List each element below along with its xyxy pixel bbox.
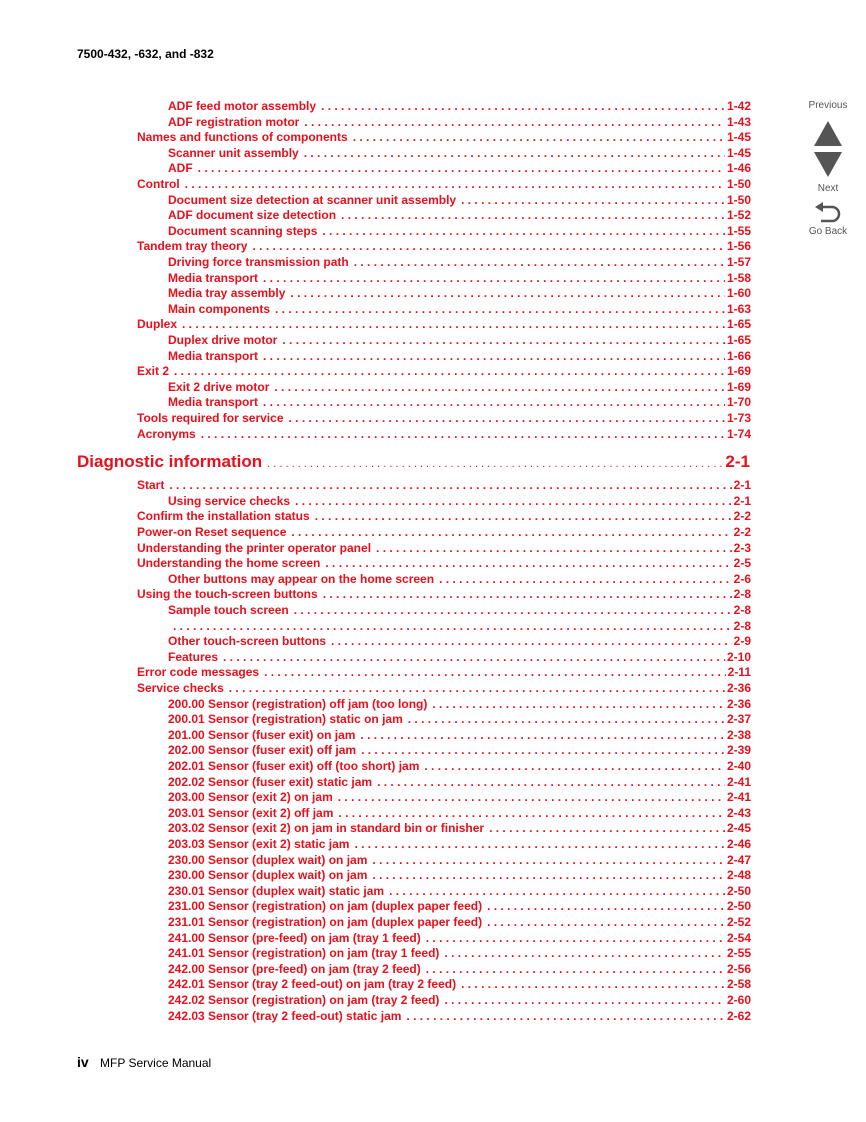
- toc-entry-title: 200.00 Sensor (registration) off jam (too long): [168, 696, 428, 711]
- toc-entry[interactable]: [168, 494, 751, 509]
- toc-leader-dots: [426, 962, 725, 977]
- toc-entry[interactable]: [137, 681, 751, 696]
- toc-entry-page: 1-56: [726, 239, 751, 254]
- toc-entry-page: 2-50: [726, 883, 751, 898]
- toc-entry-title: Document size detection at scanner unit assembly: [168, 192, 457, 207]
- toc-leader-dots: [331, 634, 732, 649]
- toc-entry-page: 1-58: [726, 270, 751, 285]
- toc-entry-title: Diagnostic information: [77, 452, 263, 472]
- toc-entry-title: 203.03 Sensor (exit 2) static jam: [168, 837, 350, 851]
- toc-leader-dots: [424, 759, 725, 774]
- toc-entry-page: 2-6: [733, 571, 751, 586]
- toc-entry[interactable]: [168, 821, 751, 836]
- toc-chapter-entry[interactable]: [77, 452, 750, 472]
- toc-entry[interactable]: [168, 946, 751, 961]
- toc-entry-title: 202.00 Sensor (fuser exit) off jam: [168, 743, 357, 758]
- toc-entry[interactable]: [137, 665, 751, 680]
- toc-entry-title: Scanner unit assembly: [168, 145, 299, 160]
- toc-entry[interactable]: [168, 224, 751, 239]
- toc-entry-title: Driving force transmission path: [168, 255, 349, 269]
- toc-entry-page: 1-52: [726, 208, 751, 223]
- toc-entry-title: Media transport: [168, 395, 259, 410]
- toc-entry-title: ADF document size detection: [168, 208, 337, 223]
- toc-entry[interactable]: [168, 977, 751, 992]
- toc-entry[interactable]: [168, 931, 751, 946]
- toc-leader-dots: [304, 115, 725, 130]
- toc-entry-page: 2-56: [726, 961, 751, 976]
- toc-entry-title: Tandem tray theory: [137, 239, 248, 254]
- toc-leader-dots: [487, 915, 725, 930]
- toc-leader-dots: [444, 946, 725, 961]
- toc-entry-title: Error code messages: [137, 665, 260, 680]
- toc-entry-title: 200.01 Sensor (registration) static on jam: [168, 712, 403, 727]
- toc-entry-title: 230.00 Sensor (duplex wait) on jam: [168, 852, 368, 867]
- toc-entry[interactable]: [137, 411, 751, 426]
- toc-entry-title: Start: [137, 478, 165, 493]
- toc-entry-title: Acronyms: [137, 426, 196, 441]
- toc-entry-page: 1-65: [726, 317, 751, 332]
- toc-entry[interactable]: [168, 993, 751, 1008]
- previous-arrow-icon[interactable]: [813, 119, 843, 147]
- toc-leader-dots: [408, 712, 725, 727]
- toc-entry-page: 1-70: [726, 395, 751, 410]
- toc-entry-title: Duplex drive motor: [168, 333, 278, 347]
- toc-entry[interactable]: [168, 899, 751, 914]
- toc-entry-page: 1-42: [726, 99, 751, 113]
- toc-entry-title: 242.02 Sensor (registration) on jam (tray 2 feed): [168, 993, 440, 1007]
- toc-entry[interactable]: [168, 759, 751, 774]
- toc-entry-page: 1-74: [726, 426, 751, 441]
- toc-entry[interactable]: [137, 427, 751, 442]
- toc-entry-page: 1-45: [726, 145, 751, 160]
- toc-entry[interactable]: [168, 603, 751, 618]
- toc-leader-dots: [264, 665, 726, 680]
- toc-entry-title: ADF: [168, 161, 193, 176]
- toc-leader-dots: [322, 224, 725, 239]
- toc-entry-title: 241.01 Sensor (registration) on jam (tray 1 feed): [168, 946, 440, 961]
- toc-entry-title: 202.01 Sensor (fuser exit) off (too short) jam: [168, 759, 420, 773]
- toc-entry[interactable]: [168, 619, 751, 634]
- toc-entry[interactable]: [137, 525, 751, 540]
- toc-entry-title: Other touch-screen buttons: [168, 634, 327, 649]
- toc-entry-page: 1-73: [726, 411, 751, 425]
- toc-leader-dots: [198, 161, 725, 176]
- toc-leader-dots: [229, 681, 725, 696]
- toc-entry-page: 2-36: [726, 681, 751, 695]
- manual-title: MFP Service Manual: [100, 1056, 212, 1070]
- toc-leader-dots: [315, 509, 732, 524]
- toc-leader-dots: [325, 556, 731, 571]
- toc-entry[interactable]: [168, 962, 751, 977]
- toc-entry-page: 2-46: [726, 837, 751, 851]
- toc-entry[interactable]: [168, 743, 751, 758]
- toc-entry-page: 2-9: [733, 634, 751, 649]
- toc-leader-dots: [376, 541, 732, 556]
- toc-entry-title: Using the touch-screen buttons: [137, 587, 318, 602]
- page-header: 7500-432, -632, and -832: [77, 47, 214, 61]
- toc-entry[interactable]: [168, 161, 751, 176]
- toc-entry-page: 2-41: [726, 774, 751, 789]
- toc-entry-page: 2-11: [727, 665, 751, 680]
- toc-entry-page: 2-8: [733, 603, 751, 617]
- toc-entry-title: Exit 2: [137, 364, 170, 379]
- go-back-icon[interactable]: [813, 202, 843, 226]
- toc-entry[interactable]: [137, 556, 751, 571]
- toc-entry-page: 2-3: [733, 540, 751, 555]
- toc-entry-page: 2-2: [733, 525, 751, 539]
- toc-leader-dots: [289, 411, 725, 426]
- toc-entry-page: 1-43: [726, 114, 751, 129]
- toc-entry-page: 2-48: [726, 868, 751, 883]
- toc-entry-title: Features: [168, 649, 219, 664]
- toc-entry-page: 1-45: [726, 130, 751, 145]
- toc-entry-page: 2-50: [726, 899, 751, 914]
- toc-leader-dots: [354, 255, 725, 270]
- toc-leader-dots: [282, 333, 725, 348]
- toc-entry-title: Confirm the installation status: [137, 509, 310, 524]
- toc-entry-page: 2-8: [733, 587, 751, 602]
- toc-entry[interactable]: [168, 99, 751, 114]
- toc-leader-dots: [353, 130, 725, 145]
- toc-entry-page: 2-37: [726, 712, 751, 727]
- toc-entry-title: 203.00 Sensor (exit 2) on jam: [168, 790, 333, 805]
- toc-entry-page: 1-69: [726, 364, 751, 379]
- toc-entry-title: 241.00 Sensor (pre-feed) on jam (tray 1 feed): [168, 930, 421, 945]
- toc-entry-page: 2-38: [726, 727, 751, 742]
- toc-entry[interactable]: [168, 775, 751, 790]
- toc-entry-page: 1-69: [726, 379, 751, 394]
- toc-entry-page: 2-5: [733, 556, 751, 571]
- toc-leader-dots: [323, 587, 732, 602]
- toc-entry[interactable]: [168, 837, 751, 852]
- toc-leader-dots: [295, 494, 732, 509]
- previous-label: Previous: [808, 100, 848, 111]
- toc-entry[interactable]: [168, 349, 751, 364]
- toc-leader-dots: [267, 454, 723, 474]
- toc-leader-dots: [185, 177, 725, 192]
- toc-entry[interactable]: [168, 146, 751, 161]
- toc-leader-dots: [372, 868, 725, 883]
- toc-entry[interactable]: [168, 395, 751, 410]
- toc-entry-page: 2-8: [733, 618, 751, 633]
- toc-entry-page: 2-60: [726, 993, 751, 1007]
- toc-entry[interactable]: [168, 255, 751, 270]
- toc-entry-title: Names and functions of components: [137, 130, 348, 145]
- toc-entry[interactable]: [137, 130, 751, 145]
- next-label: Next: [817, 183, 839, 194]
- toc-entry-page: 2-52: [726, 915, 751, 929]
- toc-entry[interactable]: [168, 650, 751, 665]
- toc-leader-dots: [341, 208, 725, 223]
- toc-leader-dots: [439, 572, 732, 587]
- toc-entry-title: 242.01 Sensor (tray 2 feed-out) on jam (tray 2 feed): [168, 977, 457, 992]
- toc-leader-dots: [487, 899, 725, 914]
- toc-entry[interactable]: [137, 364, 751, 379]
- toc-entry-title: Understanding the home screen: [137, 556, 321, 571]
- toc-leader-dots: [275, 302, 725, 317]
- toc-leader-dots: [354, 837, 725, 852]
- toc-leader-dots: [294, 603, 732, 618]
- toc-entry-title: 202.02 Sensor (fuser exit) static jam: [168, 774, 373, 789]
- toc-entry-title: Understanding the printer operator panel: [137, 540, 372, 555]
- toc-leader-dots: [338, 806, 725, 821]
- toc-entry[interactable]: [168, 712, 751, 727]
- toc-entry-title: Sample touch screen: [168, 603, 289, 617]
- toc-entry-page: 2-58: [726, 977, 751, 992]
- toc-entry-title: 231.01 Sensor (registration) on jam (duplex paper feed): [168, 915, 483, 929]
- toc-entry-page: 1-66: [726, 348, 751, 363]
- toc-leader-dots: [290, 286, 725, 301]
- toc-entry-page: 1-57: [726, 255, 751, 269]
- toc-entry-page: 2-1: [733, 478, 751, 493]
- toc-entry[interactable]: [168, 380, 751, 395]
- toc-entry-title: Media transport: [168, 348, 259, 363]
- toc-entry[interactable]: [168, 271, 751, 286]
- toc-leader-dots: [263, 349, 725, 364]
- toc-entry-page: 2-1: [725, 452, 750, 472]
- toc-leader-dots: [360, 728, 725, 743]
- toc-leader-dots: [182, 317, 725, 332]
- toc-entry-page: 2-54: [726, 930, 751, 945]
- toc-leader-dots: [377, 775, 725, 790]
- toc-leader-dots: [444, 993, 725, 1008]
- toc-leader-dots: [406, 1009, 725, 1024]
- toc-entry-page: 2-1: [733, 493, 751, 508]
- toc-entry[interactable]: [168, 884, 751, 899]
- toc-entry-title: 203.02 Sensor (exit 2) on jam in standard bin or finisher: [168, 821, 485, 836]
- toc-entry[interactable]: [168, 853, 751, 868]
- toc-entry-title: Duplex: [137, 317, 178, 332]
- toc-leader-dots: [263, 271, 725, 286]
- toc-entry-title: Document scanning steps: [168, 223, 318, 238]
- toc-entry[interactable]: [168, 790, 751, 805]
- toc-entry-page: 1-60: [726, 286, 751, 301]
- toc-leader-dots: [321, 99, 725, 114]
- toc-entry-page: 1-46: [726, 161, 751, 176]
- toc-entry-page: 2-10: [726, 649, 751, 664]
- toc-entry[interactable]: [137, 177, 751, 192]
- toc-leader-dots: [252, 239, 724, 254]
- toc-leader-dots: [169, 478, 731, 493]
- toc-entry-title: Exit 2 drive motor: [168, 379, 270, 394]
- toc-entry-page: 2-45: [726, 821, 751, 836]
- toc-entry[interactable]: [168, 1009, 751, 1024]
- toc-leader-dots: [389, 884, 725, 899]
- toc-entry[interactable]: [137, 509, 751, 524]
- toc-leader-dots: [201, 427, 725, 442]
- next-arrow-icon[interactable]: [813, 151, 843, 179]
- toc-entry-title: Media tray assembly: [168, 286, 286, 301]
- toc-leader-dots: [361, 743, 725, 758]
- toc-entry[interactable]: [168, 333, 751, 348]
- toc-leader-dots: [461, 977, 725, 992]
- toc-entry-title: 230.00 Sensor (duplex wait) on jam: [168, 868, 368, 883]
- toc-entry-title: 203.01 Sensor (exit 2) off jam: [168, 805, 334, 820]
- toc-entry-page: 1-50: [726, 192, 751, 207]
- toc-entry-title: 230.01 Sensor (duplex wait) static jam: [168, 883, 385, 898]
- toc-entry[interactable]: [168, 208, 751, 223]
- page-number: iv: [77, 1054, 89, 1070]
- toc-entry-page: 2-41: [726, 790, 751, 805]
- toc-entry[interactable]: [168, 806, 751, 821]
- toc-entry-title: Using service checks: [168, 493, 291, 508]
- toc-entry[interactable]: [168, 915, 751, 930]
- toc-entry-page: 2-55: [726, 946, 751, 961]
- toc-entry[interactable]: [137, 317, 751, 332]
- toc-entry-page: 1-55: [726, 223, 751, 238]
- toc-entry-page: 2-2: [733, 509, 751, 524]
- toc-leader-dots: [263, 395, 725, 410]
- toc-entry-title: Tools required for service: [137, 411, 284, 425]
- toc-entry-title: Control: [137, 177, 180, 191]
- toc-entry-title: Media transport: [168, 270, 259, 285]
- toc-entry[interactable]: [168, 728, 751, 743]
- toc-entry-page: 2-40: [726, 759, 751, 773]
- go-back-label: Go Back: [808, 226, 848, 237]
- toc-leader-dots: [489, 821, 725, 836]
- toc-leader-dots: [274, 380, 725, 395]
- toc-entry-page: 1-65: [726, 333, 751, 347]
- toc-entry[interactable]: [168, 193, 751, 208]
- toc-leader-dots: [461, 193, 725, 208]
- toc-leader-dots: [173, 619, 732, 634]
- toc-leader-dots: [432, 697, 725, 712]
- toc-entry[interactable]: [168, 572, 751, 587]
- toc-entry-page: 2-39: [726, 743, 751, 758]
- toc-leader-dots: [291, 525, 731, 540]
- toc-entry-title: 231.00 Sensor (registration) on jam (duplex paper feed): [168, 899, 483, 914]
- toc-entry[interactable]: [137, 239, 751, 254]
- toc-entry-title: ADF feed motor assembly: [168, 99, 317, 113]
- toc-entry-title: 201.00 Sensor (fuser exit) on jam: [168, 727, 356, 742]
- toc-leader-dots: [426, 931, 725, 946]
- toc-entry[interactable]: [137, 478, 751, 493]
- toc-entry[interactable]: [137, 541, 751, 556]
- page-footer: [77, 1054, 211, 1070]
- toc-entry-title: Main components: [168, 301, 271, 316]
- toc-entry-title: ADF registration motor: [168, 114, 300, 129]
- toc-entry[interactable]: [168, 302, 751, 317]
- toc-entry-title: 242.03 Sensor (tray 2 feed-out) static jam: [168, 1008, 402, 1023]
- toc-leader-dots: [372, 853, 725, 868]
- toc-entry[interactable]: [137, 587, 751, 602]
- toc-entry-page: 2-43: [726, 805, 751, 820]
- toc-entry-page: 2-47: [726, 852, 751, 867]
- toc-leader-dots: [304, 146, 725, 161]
- toc-leader-dots: [174, 364, 725, 379]
- toc-entry-page: 2-36: [726, 696, 751, 711]
- toc-entry[interactable]: [168, 115, 751, 130]
- toc-leader-dots: [338, 790, 725, 805]
- toc-entry[interactable]: [168, 634, 751, 649]
- toc-entry-title: Service checks: [137, 681, 224, 695]
- toc-entry-page: 1-50: [726, 177, 751, 191]
- toc-entry-page: 2-62: [726, 1008, 751, 1023]
- toc-entry-title: Other buttons may appear on the home screen: [168, 571, 435, 586]
- toc-entry[interactable]: [168, 868, 751, 883]
- toc-entry-title: Power-on Reset sequence: [137, 525, 287, 539]
- toc-entry-title: 242.00 Sensor (pre-feed) on jam (tray 2 feed): [168, 961, 421, 976]
- toc-entry[interactable]: [168, 697, 751, 712]
- toc-leader-dots: [223, 650, 725, 665]
- navigation-panel: [800, 100, 856, 237]
- toc-entry[interactable]: [168, 286, 751, 301]
- toc-entry-page: 1-63: [726, 301, 751, 316]
